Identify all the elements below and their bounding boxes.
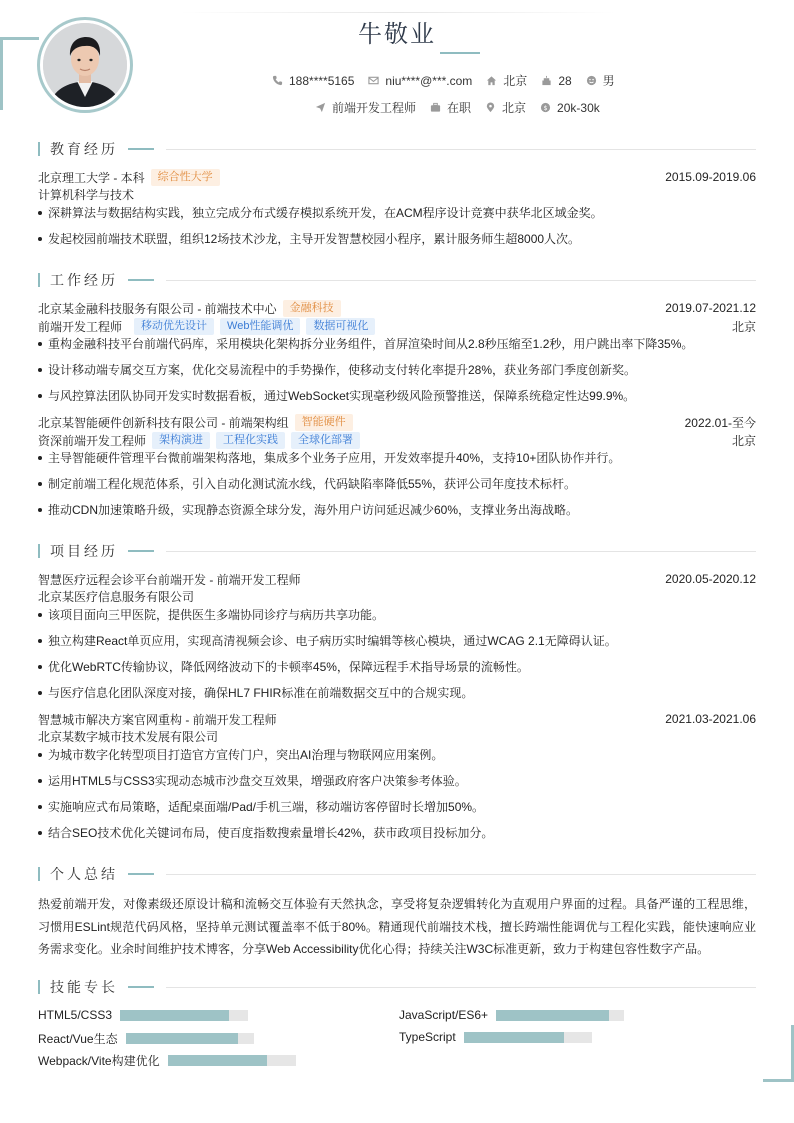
gender-text: 男 — [602, 74, 615, 88]
position-info — [315, 99, 416, 116]
list-item: 主导智能硬件管理平台微前端架构落地，集成多个业务子应用，开发效率提升40%，支持10+团队协作并行。 — [38, 449, 756, 475]
list-item: 设计移动端专属交互方案，优化交易流程中的手势操作，使移动支付转化率提升28%，获业务部门季度创新奖。 — [38, 361, 756, 387]
corner-decoration-bottom-right — [763, 1025, 794, 1082]
home-text: 北京 — [503, 74, 528, 88]
work-date: 2019.07-2021.12 — [665, 301, 756, 315]
phone-info — [272, 74, 354, 88]
list-item: 运用HTML5与CSS3实现动态城市沙盘交互效果，增强政府客户决策参考体验。 — [38, 772, 756, 798]
section-marker — [38, 142, 40, 156]
project-date: 2021.03-2021.06 — [665, 712, 756, 726]
work-date: 2022.01-至今 — [684, 415, 756, 430]
location-icon — [485, 102, 496, 113]
section-accent-line — [128, 873, 154, 875]
section-divider — [166, 149, 756, 150]
section-marker — [38, 544, 40, 558]
job-role: 资深前端开发工程师 — [38, 433, 147, 448]
skill-name: JavaScript/ES6+ — [399, 1008, 489, 1022]
email-info — [368, 74, 472, 88]
project-title: 智慧医疗远程会诊平台前端开发 - 前端开发工程师 — [38, 572, 301, 587]
skill-name: TypeScript — [399, 1030, 456, 1044]
skill-bar-fill — [120, 1010, 229, 1021]
list-item: 优化WebRTC传输协议，降低网络波动下的卡顿率45%，保障远程手术指导场景的流畅性。 — [38, 658, 756, 684]
section-skills-header — [38, 977, 756, 997]
section-divider — [166, 987, 756, 988]
school-tag: 综合性大学 — [151, 169, 220, 186]
list-item: 为城市数字化转型项目打造官方宣传门户，突出AI治理与物联网应用案例。 — [38, 746, 756, 772]
project-bullets — [38, 606, 756, 710]
skill-bar — [168, 1055, 296, 1066]
status-text: 在职 — [447, 101, 472, 115]
section-projects-header — [38, 541, 756, 561]
skill-bar — [120, 1010, 248, 1021]
top-divider — [180, 12, 616, 13]
age-info — [541, 74, 571, 88]
education-major: 计算机科学与技术 — [38, 188, 135, 202]
list-item: 推动CDN加速策略升级，实现静态资源全球分发，海外用户访问延迟减少60%，支撑业务出海战略。 — [38, 501, 756, 527]
list-item: 制定前端工程化规范体系，引入自动化测试流水线，代码缺陷率降低55%，获评公司年度技术标杆。 — [38, 475, 756, 501]
mail-icon — [368, 75, 379, 86]
skill-tag: 架构演进 — [152, 432, 210, 449]
skill-name: Webpack/Vite构建优化 — [38, 1054, 160, 1068]
phone-text: 188****5165 — [289, 73, 355, 88]
skill-bar-fill — [168, 1055, 268, 1066]
project-company: 北京某医疗信息服务有限公司 — [38, 590, 195, 604]
skill-tag: 数据可视化 — [306, 318, 375, 335]
skill-tag: 移动优先设计 — [134, 318, 214, 335]
skill-bar-fill — [126, 1033, 239, 1044]
skill-bar-fill — [496, 1010, 609, 1021]
work-bullets — [38, 335, 756, 413]
project-entry-2 — [38, 710, 756, 850]
location-text: 北京 — [502, 101, 527, 115]
project-title: 智慧城市解决方案官网重构 - 前端开发工程师 — [38, 712, 277, 727]
salary-icon — [540, 102, 551, 113]
project-entry-1 — [38, 570, 756, 710]
skill-item — [399, 1030, 592, 1044]
section-work-header — [38, 270, 756, 290]
skill-bar — [126, 1033, 254, 1044]
skill-item — [38, 1008, 248, 1022]
salary-info — [540, 101, 600, 115]
work-city: 北京 — [731, 319, 756, 334]
work-entry-2 — [38, 413, 756, 527]
work-entry-1 — [38, 299, 756, 413]
company-name: 北京某金融科技服务有限公司 - 前端技术中心 — [38, 301, 277, 316]
section-title: 技能专长 — [50, 979, 118, 995]
job-info-row — [315, 99, 600, 116]
education-date: 2015.09-2019.06 — [665, 170, 756, 184]
section-marker — [38, 980, 40, 994]
home-icon — [486, 75, 497, 86]
section-divider — [166, 551, 756, 552]
section-title: 教育经历 — [50, 141, 118, 157]
skill-tag: Web性能调优 — [220, 318, 300, 335]
section-title: 工作经历 — [50, 272, 118, 288]
list-item: 独立构建React单页应用，实现高清视频会诊、电子病历实时编辑等核心模块，通过WCAG 2.1无障碍认证。 — [38, 632, 756, 658]
education-entry — [38, 168, 756, 256]
company-name: 北京某智能硬件创新科技有限公司 - 前端架构组 — [38, 415, 289, 430]
industry-tag: 金融科技 — [283, 300, 341, 317]
skill-tag: 全球化部署 — [291, 432, 360, 449]
position-text: 前端开发工程师 — [332, 101, 417, 115]
section-marker — [38, 867, 40, 881]
section-summary-header — [38, 864, 756, 884]
briefcase-icon — [430, 102, 441, 113]
email-text: niu****@***.com — [385, 73, 473, 88]
section-title: 个人总结 — [50, 866, 118, 882]
section-marker — [38, 273, 40, 287]
job-role: 前端开发工程师 — [38, 319, 123, 334]
contact-info-row — [272, 72, 615, 89]
project-date: 2020.05-2020.12 — [665, 572, 756, 586]
age-text: 28 — [558, 73, 572, 88]
skill-item — [399, 1008, 624, 1022]
status-info — [430, 99, 471, 116]
school-name: 北京理工大学 - 本科 — [38, 170, 145, 185]
salary-text: 20k-30k — [557, 100, 600, 115]
cake-icon — [541, 75, 552, 86]
education-bullets — [38, 204, 756, 256]
section-title: 项目经历 — [50, 543, 118, 559]
work-bullets — [38, 449, 756, 527]
skill-tag: 工程化实践 — [216, 432, 285, 449]
list-item: 重构金融科技平台前端代码库，采用模块化架构拆分业务组件，首屏渲染时间从2.8秒压缩至1.2秒，用户跳出率下降35%。 — [38, 335, 756, 361]
skill-name: HTML5/CSS3 — [38, 1008, 113, 1022]
skill-bar — [496, 1010, 624, 1021]
skill-bar — [464, 1032, 592, 1043]
project-company: 北京某数字城市技术发展有限公司 — [38, 730, 219, 744]
name-underline — [440, 52, 480, 54]
send-icon — [315, 102, 326, 113]
section-divider — [166, 874, 756, 875]
section-accent-line — [128, 986, 154, 988]
resume-name: 牛敬业 — [358, 21, 436, 48]
industry-tag: 智能硬件 — [295, 414, 353, 431]
svg-text:$: $ — [543, 103, 548, 112]
summary-text: 热爱前端开发，对像素级还原设计稿和流畅交互体验有天然执念，享受将复杂逻辑转化为直观用户界面的过程。具备严谨的工程思维，习惯用ESLint规范代码风格，坚持单元测试覆盖率不低于80%。精通现代前端技术栈，擅长跨端性能调优与工程化实践，能快速响应业务需求变化。业余时间维护技术博客，分享Web Accessibility优化心得；持续关注W3C标准更新，致力于构建包容性数字产品。 — [38, 897, 756, 956]
list-item: 该项目面向三甲医院，提供医生多端协同诊疗与病历共享功能。 — [38, 606, 756, 632]
skill-item — [38, 1052, 296, 1069]
phone-icon — [272, 75, 283, 86]
section-accent-line — [128, 550, 154, 552]
skill-item — [38, 1030, 254, 1047]
location-info — [485, 99, 526, 116]
list-item: 发起校园前端技术联盟，组织12场技术沙龙，主导开发智慧校园小程序，累计服务师生超8000人次。 — [38, 230, 756, 256]
skill-bar-fill — [464, 1032, 564, 1043]
gender-info — [586, 72, 615, 89]
list-item: 与医疗信息化团队深度对接，确保HL7 FHIR标准在前端数据交互中的合规实现。 — [38, 684, 756, 710]
section-divider — [166, 280, 756, 281]
list-item: 实施响应式布局策略，适配桌面端/Pad/手机三端，移动端访客停留时长增加50%。 — [38, 798, 756, 824]
work-city: 北京 — [731, 433, 756, 448]
section-accent-line — [128, 279, 154, 281]
project-bullets — [38, 746, 756, 850]
list-item: 与风控算法团队协同开发实时数据看板，通过WebSocket实现毫秒级风险预警推送，保障系统稳定性达99.9%。 — [38, 387, 756, 413]
list-item: 结合SEO技术优化关键词布局，使百度指数搜索量增长42%，获市政项目投标加分。 — [38, 824, 756, 850]
list-item: 深耕算法与数据结构实践，独立完成分布式缓存模拟系统开发，在ACM程序设计竞赛中获华北区域金奖。 — [38, 204, 756, 230]
gender-icon — [586, 75, 597, 86]
section-education-header — [38, 139, 756, 159]
home-info — [486, 72, 527, 89]
section-accent-line — [128, 148, 154, 150]
skill-name: React/Vue生态 — [38, 1032, 118, 1046]
